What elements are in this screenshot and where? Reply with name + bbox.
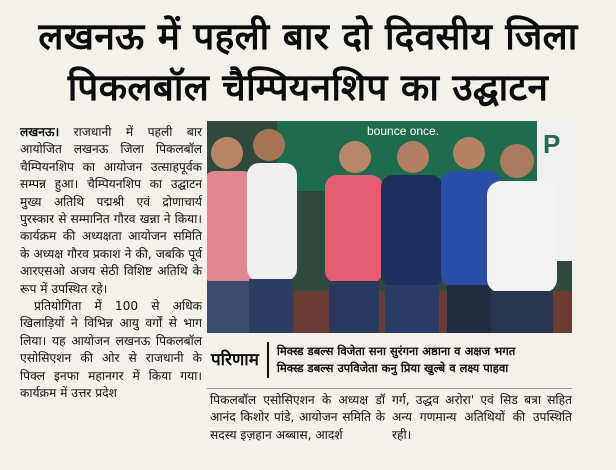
banner-letter: P xyxy=(543,129,561,159)
headline-line-1: लखनऊ में पहली बार दो दिवसीय जिला xyxy=(38,15,578,58)
column-3-text: गर्ग, उद्धव अरोरा' एवं सिड बत्रा सहित अन्य गणमान्य अतिथियों की उपस्थिति रही। xyxy=(392,393,572,442)
previous-article-strip xyxy=(0,0,616,9)
divider xyxy=(207,388,572,389)
paragraph-2: प्रतियोगिता में 100 से अधिक खिलाड़ियों ने विभिन्न आयु वर्गों से भाग लिया। यह आयोजन लखनऊ पिकलबॉल एसोसिएशन की ओर से राजधानी के पिक्ल इनफा महानगर में किया गया। कार्यक्रम में उत्तर प्रदेश xyxy=(20,299,202,401)
paragraph-1: राजधानी में पहली बार आयोजित लखनऊ जिला पिकलबॉल चैम्पियनशिप का आयोजन उत्साहपूर्वक सम्पन्न हुआ। चैम्पियनशिप का उद्घाटन मुख्य अतिथि पद्मश्री एवं द्रोणाचार्य पुरस्कार से सम्मानित गौरव खन्ना ने किया। कार्यक्रम की अध्यक्षता आयोजन समिति के अध्यक्ष गौरव प्रकाश ने की, जबकि पूर्व आरएसओ अजय सेठी विशिष्ट अतिथि के रूप में उपस्थित रहे। xyxy=(20,125,202,296)
article-column-1 xyxy=(20,124,202,460)
headline-line-2: पिकलबॉल चैम्पियनशिप का उद्घाटन xyxy=(67,66,549,109)
result-runnerup-line: मिक्स्ड डबल्स उपविजेता कनु प्रिया खुल्बे व लक्ष्य पाहवा xyxy=(276,361,509,375)
article-column-3 xyxy=(392,392,572,462)
result-winner-line: मिक्स्ड डबल्स विजेता सना सुरंगना अष्ठाना व अक्षज भगत xyxy=(276,344,516,358)
photo-illustration xyxy=(207,121,572,333)
column-2-text: पिकलबॉल एसोसिएशन के अध्यक्ष डॉ आनंद किशोर पांडे, आयोजन समिति के सदस्य इज़हान अब्बास, आदर्श xyxy=(210,393,385,442)
dateline: लखनऊ। xyxy=(20,125,60,139)
results-tag: परिणाम xyxy=(207,342,269,378)
article-column-2 xyxy=(210,392,385,462)
results-caption xyxy=(207,336,572,384)
banner-text: bounce once. xyxy=(367,124,440,138)
event-photo xyxy=(207,121,572,333)
results-lines xyxy=(269,343,515,377)
headline xyxy=(10,12,606,118)
